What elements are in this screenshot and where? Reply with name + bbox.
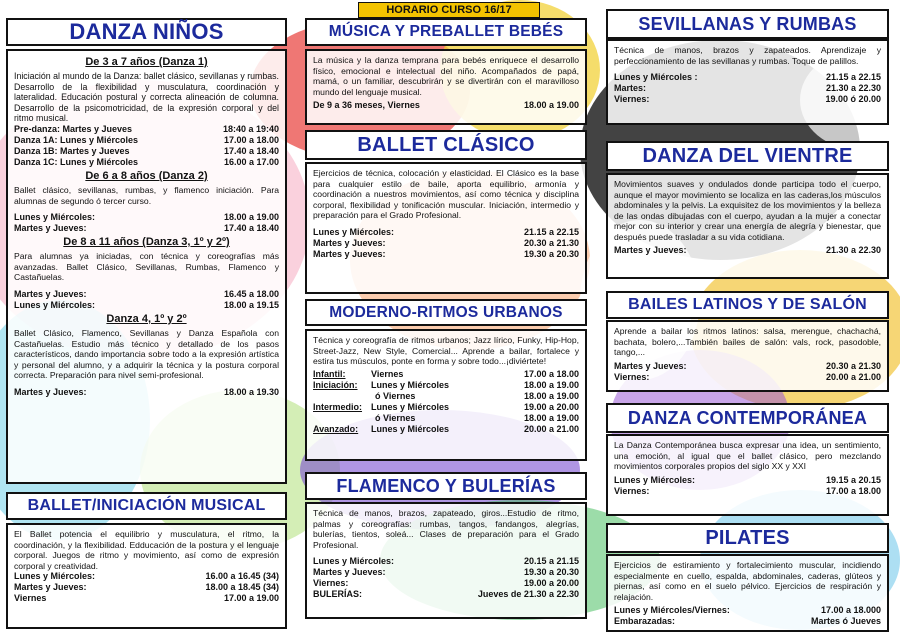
- schedule-row: Lunes y Miércoles: 21.15 a 22.15: [313, 226, 579, 237]
- schedule-row: Martes y Jueves: 16.45 a 18.00: [14, 288, 279, 299]
- schedule-row: Danza 1B: Martes y Jueves 17.40 a 18.40: [14, 145, 279, 156]
- group1-description: Iniciación al mundo de la Danza: ballet clásico, sevillanas y rumbas. Desarrollo de la flexibilidad y musculatura, coordinación y lateralidad. Educación postural y correcta alineación de columna. Desarrollo de la psicomotricidad, de la expresión corporal y del ritmo musical.: [14, 71, 279, 124]
- schedule-row: Lunes y Miércoles/Viernes: 17.00 a 18.000: [614, 605, 881, 616]
- pilates-panel: [606, 554, 889, 632]
- ballet-iniciacion-panel: [6, 523, 287, 629]
- ballet-clasico-header: [305, 130, 587, 160]
- moderno-header: [305, 299, 587, 326]
- sevillanas-panel: [606, 39, 889, 125]
- vientre-header: [606, 141, 889, 171]
- schedule-row: Lunes y Miércoles : 21.15 a 22.15: [614, 72, 881, 83]
- group2-description: Ballet clásico, sevillanas, rumbas, y flamenco iniciación. Para alumnas de segundo ó tercer curso.: [14, 184, 279, 206]
- sevillanas-title: SEVILLANAS Y RUMBAS: [638, 13, 857, 34]
- musica-bebes-panel: [305, 49, 587, 125]
- sevillanas-header: [606, 9, 889, 39]
- latinos-description: Aprende a bailar los ritmos latinos: salsa, merengue, chachachá, bachata, bolero,...También bailes de salón: vals, rock, pasodoble, tango,...: [614, 326, 881, 358]
- schedule-row: Viernes: 19.00 ó 20.00: [614, 94, 881, 105]
- schedule-row: Lunes y Miércoles: 18.00 a 19.15: [14, 299, 279, 310]
- schedule-row: Lunes y Miércoles: 16.00 a 16.45 (34): [14, 571, 279, 582]
- schedule-row: Embarazadas: Martes ó Jueves: [614, 616, 881, 627]
- flamenco-description: Técnica de manos, brazos, zapateado, giros...Estudio de ritmo, palmas y coreografías: rumbas, tangos, fandangos, alegrías, bulerías, tientos, soleá... Clases de preparación para el Grado Profesional.: [313, 508, 579, 550]
- contemporanea-panel: [606, 434, 889, 516]
- schedule-row: Danza 1C: Lunes y Miércoles 16.00 a 17.00: [14, 156, 279, 167]
- musica-bebes-title: MÚSICA Y PREBALLET BEBÉS: [328, 23, 564, 40]
- schedule-row: Viernes 17.00 a 19.00: [14, 593, 279, 604]
- vientre-title: DANZA DEL VIENTRE: [642, 144, 853, 167]
- group3-title: De 8 a 11 años (Danza 3, 1º y 2º): [63, 236, 230, 249]
- group2-title: De 6 a 8 años (Danza 2): [85, 169, 208, 182]
- schedule-row: Martes y Jueves: 20.30 a 21.30: [313, 237, 579, 248]
- schedule-row: Martes y Jueves: 21.30 a 22.30: [614, 244, 881, 255]
- contemporanea-description: La Danza Contemporánea busca expresar una idea, un sentimiento, una emoción, al igual que el ballet clásico, pero mezclando movimientos corporales propios del siglo XX y XXI: [614, 440, 881, 472]
- moderno-title: MODERNO-RITMOS URBANOS: [329, 303, 563, 321]
- ballet-iniciacion-description: El Ballet potencia el equilibrio y musculatura, el ritmo, la coordinación, y la flexibilidad. Edducación de la postura y el lenguaje corporal. Juegos de ritmo y movimiento, así como de expresión corporal y creatividad.: [14, 529, 279, 571]
- ballet-clasico-title: BALLET CLÁSICO: [357, 133, 535, 156]
- ballet-iniciacion-header: [6, 492, 287, 520]
- flamenco-title: FLAMENCO Y BULERÍAS: [336, 475, 556, 496]
- group4-description: Ballet Clásico, Flamenco, Sevillanas y Danza Española con Castañuelas. Estudio más técnico y detallado de los pasos característicos, dando importancia sobre todo a la expresión artística y personal del alumno, y a adquirir la técnica y la postura corporal correcta. Preparación para nivel semi-profesional.: [14, 327, 279, 381]
- schedule-row: Lunes y Miércoles: 18.00 a 19.00: [14, 212, 279, 223]
- moderno-schedule: Infantil: Viernes 17.00 a 18.00 Iniciación: Lunes y Miércoles 18.00 a 19.00 ó Viernes 18.00 a 19.00 Intermedio: Lunes y Miércoles 19.00 a 20.00 ó Viernes 18.00 a 19.00 Avanzado: Lunes y Miércoles 20.00 a 21.00: [313, 368, 579, 434]
- latinos-header: [606, 291, 889, 319]
- group3-description: Para alumnas ya iniciadas, con técnica y coreografías más avanzadas. Ballet Clásico, Sevillanas, Rumbas, Flamenco y Castañuelas.: [14, 251, 279, 283]
- moderno-description: Técnica y coreografía de ritmos urbanos; Jazz lírico, Funky, Hip-Hop, Street-Jazz, New Style, Comercial... Aprende a bailar, fortalece y estira tus músculos, ponte en forma y sobre todo...¡diviértete!: [313, 335, 579, 367]
- ballet-clasico-panel: [305, 162, 587, 294]
- schedule-row: Martes y Jueves: 19.30 a 20.30: [313, 567, 579, 578]
- schedule-row: De 9 a 36 meses, Viernes 18.00 a 19.00: [313, 100, 579, 111]
- group1-title: De 3 a 7 años (Danza 1): [85, 56, 208, 68]
- danza-ninos-header: [6, 18, 287, 46]
- schedule-row: Martes y Jueves: 17.40 a 18.40: [14, 223, 279, 234]
- flamenco-header: [305, 472, 587, 500]
- pilates-description: Ejercicios de estiramiento y fortalecimiento muscular, incidiendo especialmente en cuello, espalda, abdominales, caderas, glúteos y piernas, así como en el suelo pélvico. Ejercicios de respiración y relajación.: [614, 560, 881, 602]
- latinos-panel: [606, 320, 889, 392]
- group4-title: Danza 4, 1º y 2º: [106, 312, 187, 325]
- vientre-panel: [606, 173, 889, 279]
- schedule-row: BULERÍAS: Jueves de 21.30 a 22.30: [313, 589, 579, 600]
- danza-ninos-title: DANZA NIÑOS: [69, 19, 224, 44]
- schedule-row: Viernes: 20.00 a 21.00: [614, 371, 881, 382]
- schedule-row: Viernes: 17.00 a 18.00: [614, 485, 881, 496]
- schedule-row: Martes y Jueves: 18.00 a 18.45 (34): [14, 582, 279, 593]
- schedule-row: Pre-danza: Martes y Jueves 18:40 a 19:40: [14, 123, 279, 134]
- ballet-clasico-description: Ejercicios de técnica, colocación y elasticidad. El Clásico es la base para cualquier estilo de baile, aporta equilibrio, armonía y coordinación a nuestros movimientos, así como técnica y disciplina corporal, flexibilidad y tonificación muscular. Iniciación, intermedio y preparación para el Grado Profesional.: [313, 168, 579, 221]
- schedule-row: Danza 1A: Lunes y Miércoles 17.00 a 18.00: [14, 134, 279, 145]
- schedule-row: Lunes y Miércoles: 19.15 a 20.15: [614, 474, 881, 485]
- schedule-title: HORARIO CURSO 16/17: [358, 2, 540, 18]
- contemporanea-title: DANZA CONTEMPORÁNEA: [627, 407, 868, 428]
- musica-bebes-header: [305, 18, 587, 46]
- pilates-header: [606, 523, 889, 553]
- schedule-row: Viernes: 19.00 a 20.00: [313, 578, 579, 589]
- latinos-title: BAILES LATINOS Y DE SALÓN: [628, 296, 867, 313]
- schedule-row: Martes y Jueves: 18.00 a 19.30: [14, 386, 279, 397]
- flamenco-panel: [305, 502, 587, 619]
- schedule-row: Lunes y Miércoles: 20.15 a 21.15: [313, 556, 579, 567]
- moderno-panel: [305, 329, 587, 461]
- schedule-row: Martes y Jueves: 20.30 a 21.30: [614, 360, 881, 371]
- schedule-row: Martes: 21.30 a 22.30: [614, 83, 881, 94]
- danza-ninos-panel: [6, 49, 287, 484]
- ballet-iniciacion-title: BALLET/INICIACIÓN MUSICAL: [27, 497, 266, 514]
- schedule-row: Martes y Jueves: 19.30 a 20.30: [313, 248, 579, 259]
- musica-bebes-description: La música y la danza temprana para bebés enriquece el desarrollo físico, emocional e intelectual del niño. Acompañados de papá, mamá, o un familiar, descubrirán y se divertirán con el maravilloso mundo del lenguaje musical.: [313, 55, 579, 97]
- vientre-description: Movimientos suaves y ondulados donde participa todo el cuerpo, aunque el mayor movimiento se localiza en las caderas,los músculos abdominales y la pelvis. La exquisitez de los movimientos y la belleza de las ondas dibujadas con el cuerpo, ayudan a la mujer a conectar mejor con su interior y crear una energía de alegría y bienestar, que después puede trasladar a su vida cotidiana.: [614, 179, 881, 242]
- contemporanea-header: [606, 403, 889, 433]
- sevillanas-description: Técnica de manos, brazos y zapateados. Aprendizaje y perfeccionamiento de las sevillanas y rumbas. Toque de palillos.: [614, 45, 881, 66]
- pilates-title: PILATES: [705, 526, 790, 549]
